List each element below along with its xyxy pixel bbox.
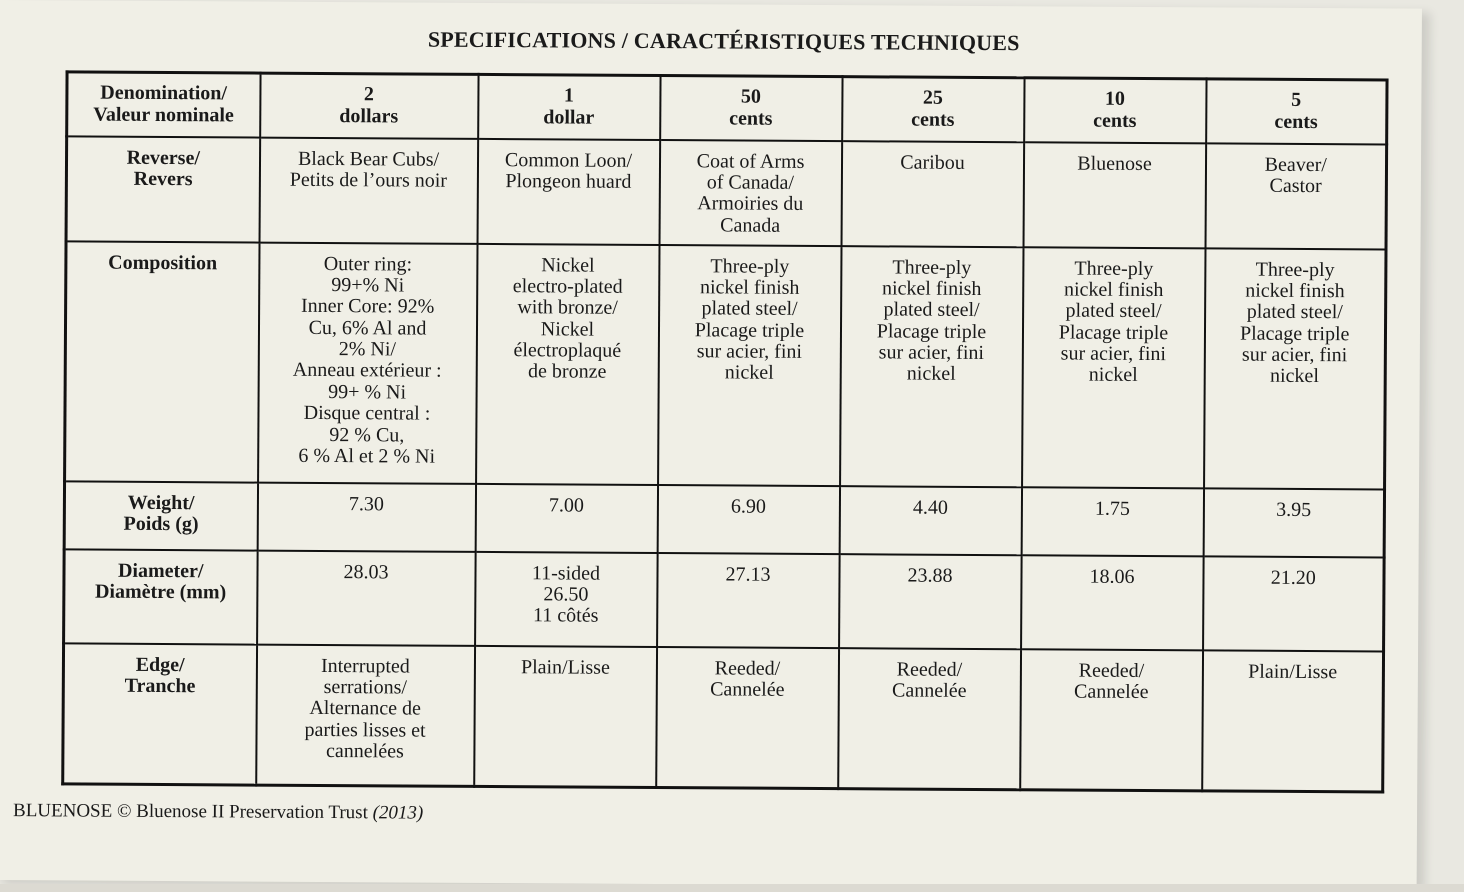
table-cell: 27.13 [657,553,840,648]
denomination-1-dollar: 1 dollar [478,74,660,139]
table-cell: 23.88 [839,554,1022,649]
table-cell: Three-ply nickel finish plated steel/ Placage triple sur acier, fini nickel [1022,247,1205,488]
denomination-5-cents: 5 cents [1206,79,1387,144]
table-cell: Common Loon/ Plongeon huard [477,138,660,244]
table-cell: Three-ply nickel finish plated steel/ Placage triple sur acier, fini nickel [658,245,841,486]
composition-row [65,241,1386,489]
denomination-25-cents: 25 cents [842,77,1024,142]
row-header-composition: Composition [65,241,259,482]
weight-row [64,481,1384,557]
table-cell: 4.40 [839,486,1021,555]
table-cell: 6.90 [657,485,839,554]
table-cell: Nickel electro-plated with bronze/ Nickel électroplaqué de bronze [476,243,659,484]
row-header-weight: Weight/ Poids (g) [64,481,257,550]
copyright-year: (2013) [372,802,424,824]
denomination-10-cents: 10 cents [1024,78,1206,143]
row-header-reverse: Reverse/ Revers [66,136,260,242]
table-cell: 28.03 [257,550,476,645]
table-cell: 21.20 [1203,556,1385,651]
table-cell: 3.95 [1203,488,1384,557]
row-header-edge: Edge/ Tranche [63,643,257,785]
specifications-table [61,70,1388,793]
table-cell: 11-sided 26.50 11 côtés [475,551,658,646]
reverse-row [66,136,1387,249]
table-cell: Outer ring: 99+% Ni Inner Core: 92% Cu, 6% Al and 2% Ni/ Anneau extérieur : 99+ % Ni Disque central : 92 % Cu, 6 % Al et 2 % Ni [258,242,477,483]
table-cell: Plain/Lisse [1202,650,1384,792]
table-cell: Reeded/ Cannelée [838,648,1021,790]
table-cell: Interrupted serrations/ Alternance de parties lisses et cannelées [256,644,475,786]
table-cell: Three-ply nickel finish plated steel/ Placage triple sur acier, fini nickel [1204,248,1386,489]
denomination-2-dollars: 2 dollars [260,73,478,138]
diameter-row [64,549,1385,651]
table-cell: Caribou [841,141,1024,247]
table-cell: Three-ply nickel finish plated steel/ Placage triple sur acier, fini nickel [840,246,1023,487]
table-cell: 1.75 [1021,487,1203,556]
table-cell: Black Bear Cubs/ Petits de l’ours noir [259,137,478,243]
copyright-footer [13,800,423,825]
copyright-text: BLUENOSE © Bluenose II Preservation Trust [12,800,368,824]
denomination-50-cents: 50 cents [660,76,842,141]
table-cell: 7.00 [475,483,657,552]
background-strip [0,884,1464,892]
table-cell: Reeded/ Cannelée [1020,649,1203,791]
table-cell: 7.30 [257,482,475,551]
row-header-denomination: Denomination/ Valeur nominale [67,72,260,137]
table-cell: Coat of Arms of Canada/ Armoiries du Canada [659,140,842,246]
row-header-diameter: Diameter/ Diamètre (mm) [64,549,258,644]
edge-row [63,643,1384,792]
table-cell: Beaver/ Castor [1205,143,1387,249]
table-cell: Plain/Lisse [474,645,657,787]
table-cell: Reeded/ Cannelée [656,647,839,789]
table-cell: Bluenose [1023,142,1206,248]
page-title: SPECIFICATIONS / CARACTÉRISTIQUES TECHNIQUES [427,26,1020,56]
denomination-row [67,72,1387,144]
table-cell: 18.06 [1021,555,1204,650]
